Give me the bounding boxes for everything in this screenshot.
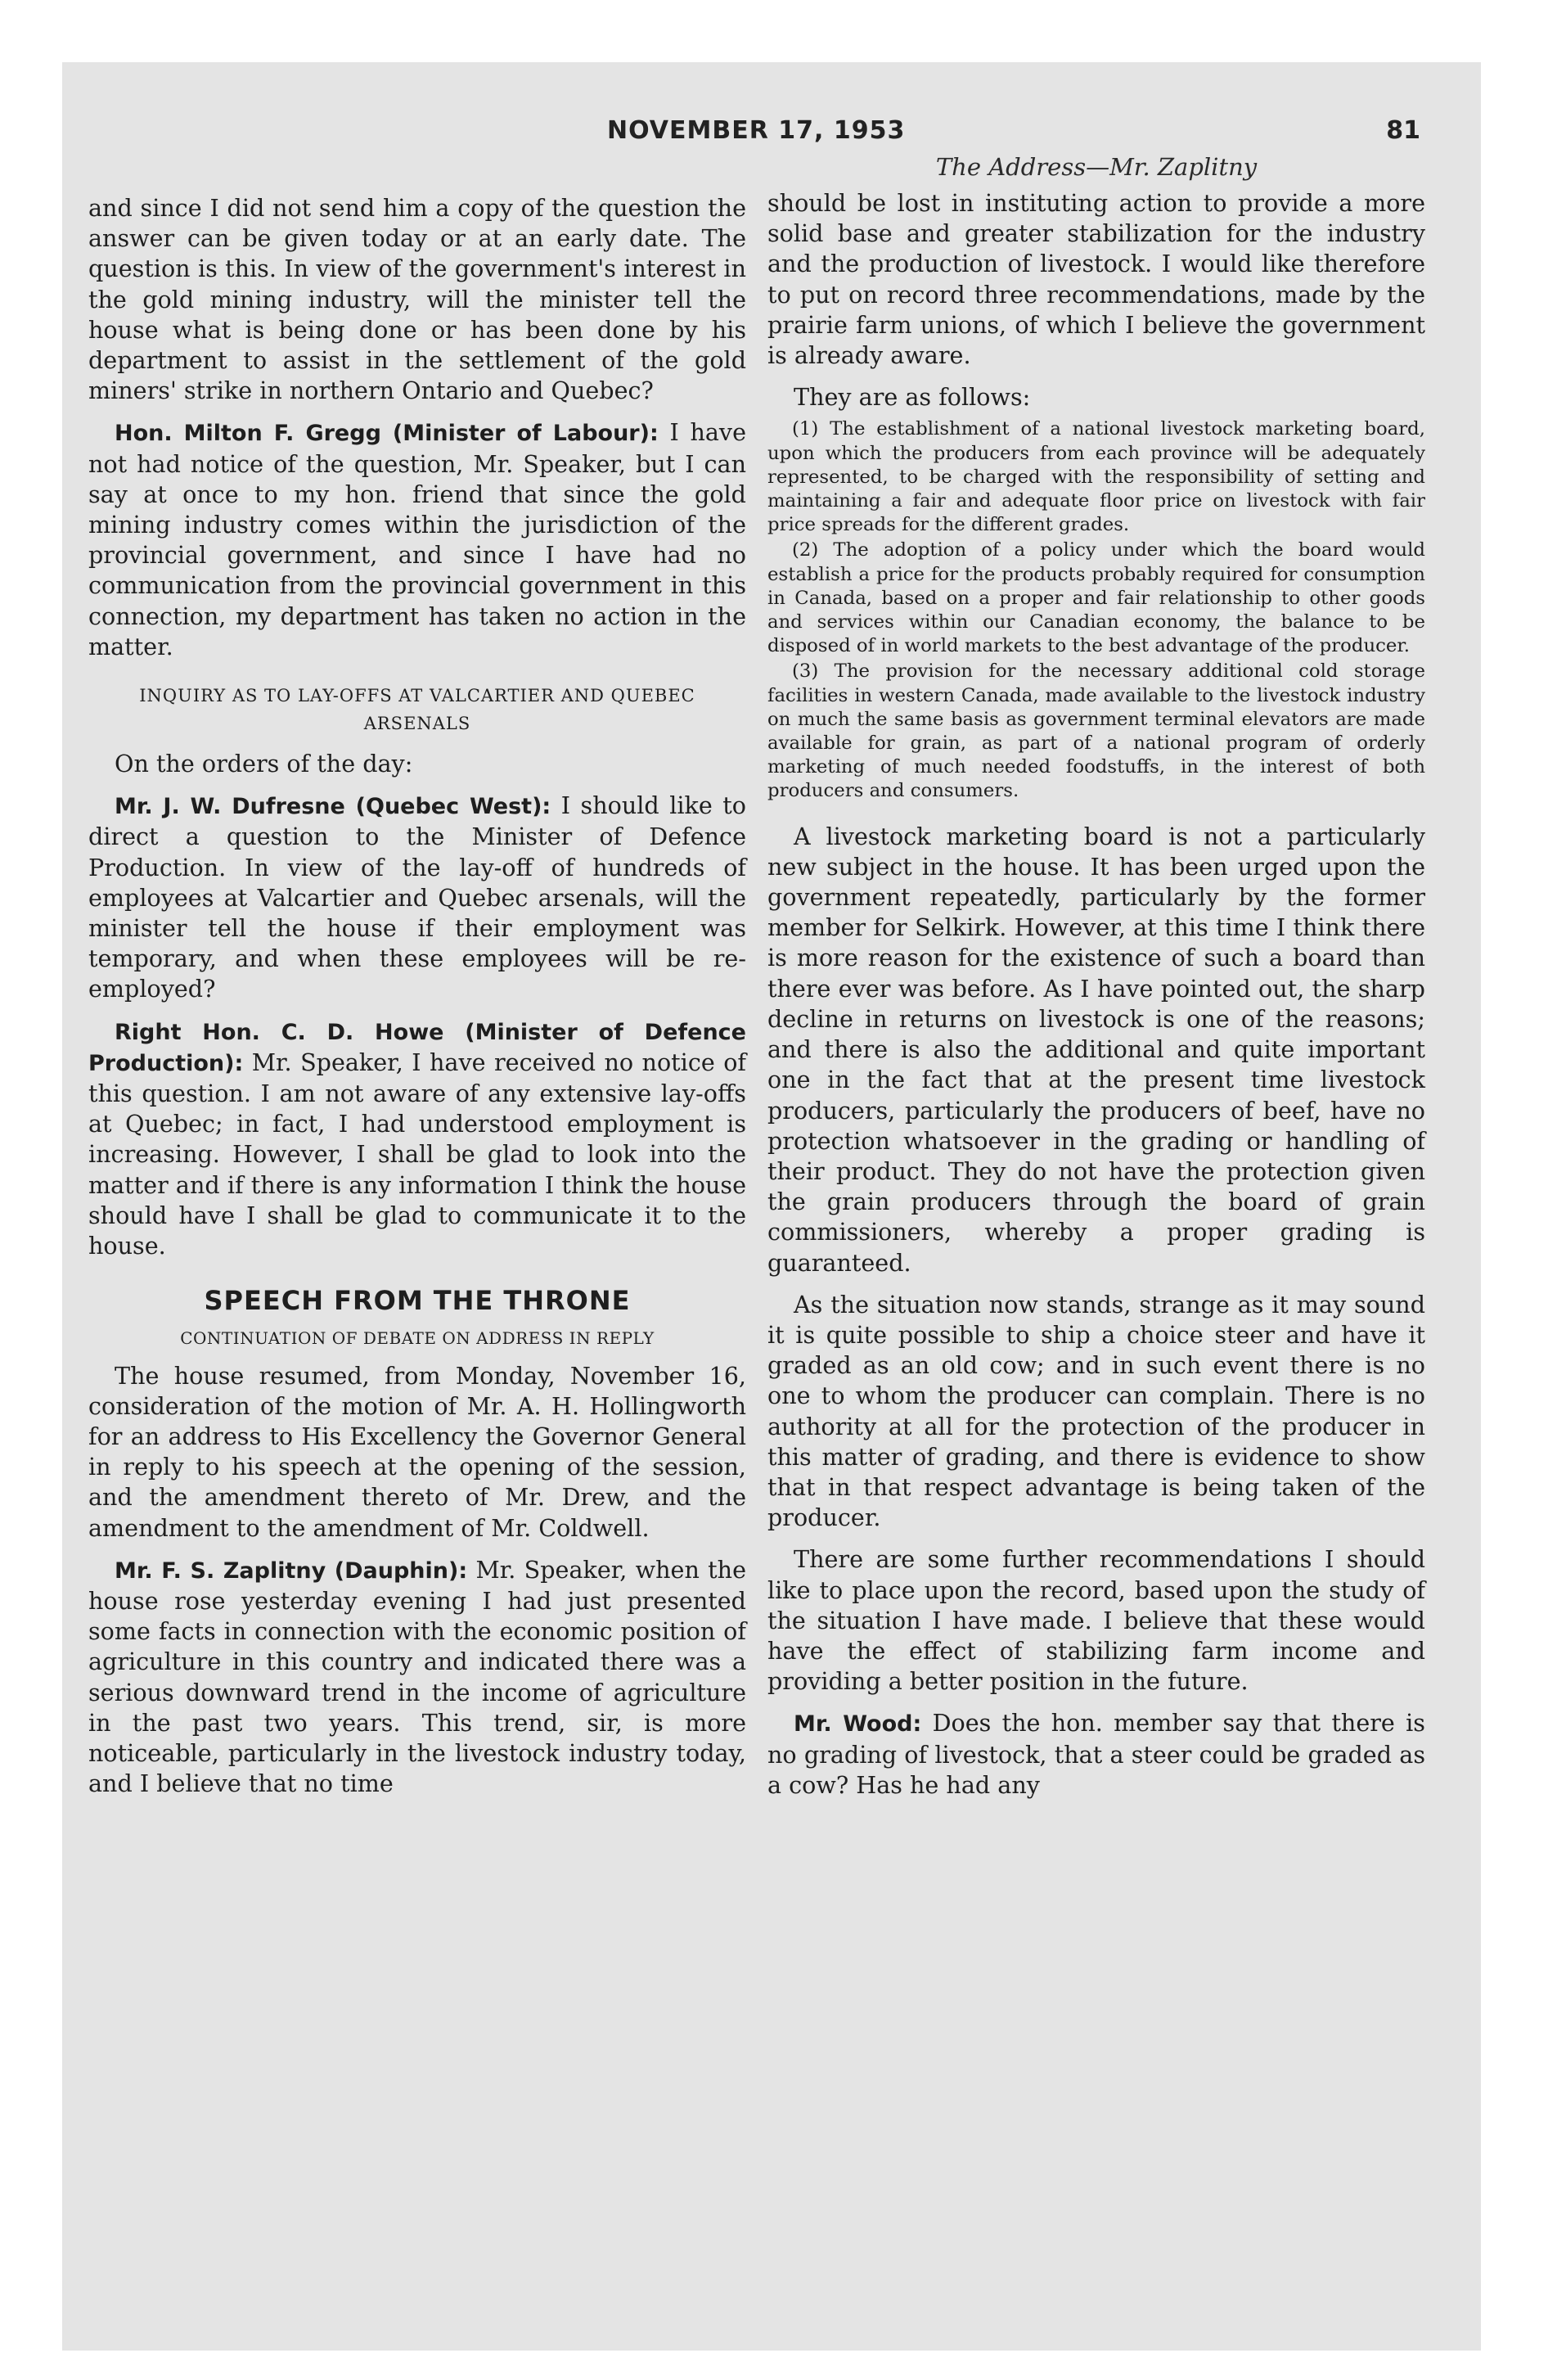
running-head: The Address—Mr. Zaplitny	[935, 153, 1258, 181]
paragraph-question-end: and since I did not send him a copy of the question the answer can be given today or at an early date. The question is this. In view of the government's interest in the gold mining industry, will the minister tell the house what is being done or has been done by his department to assist in the settlement of the gold miners' strike in northern Ontario and Quebec?	[88, 194, 746, 405]
recommendation-2: (2) The adoption of a policy under which the board would establish a price for the products probably required for consumption in Canada, based on a proper and fair relationship to other goods and services within our Canadian economy, the balance to be disposed of in world markets to the best advantage of the producer.	[767, 539, 1425, 657]
section-heading-speech: SPEECH FROM THE THRONE	[204, 1285, 631, 1317]
speaker-wood: Mr. Wood:	[794, 1711, 922, 1738]
speaker-dufresne: Mr. J. W. Dufresne (Quebec West):	[115, 794, 551, 820]
recommendation-3: (3) The provision for the necessary additional cold storage facilities in western Canada, made available to the livestock industry on much the same basis as government terminal elevators are made available for grain, as part of a national program of orderly marketing of much needed foodstuffs, in the interest of both producers and consumers.	[767, 660, 1425, 802]
section-heading-inquiry: INQUIRY AS TO LAY-OFFS AT VALCARTIER AND QUEBEC ARSENALS	[139, 686, 695, 734]
paragraph-recommendations-intro: should be lost in instituting action to provide a more solid base and greater stabilization for the industry and the production of livestock. I would like therefore to put on record three recommendations, made by the prairie farm unions, of which I believe the government is already aware.	[767, 189, 1425, 370]
text-dufresne: I should like to direct a question to the Minister of Defence Production. In view of the lay-off of hundreds of employees at Valcartier and Quebec arsenals, will the minister tell the house if their employment was temporary, and when these employees will be re-employed?	[88, 791, 746, 1003]
paragraph-wood	[767, 1708, 1425, 1801]
page-number: 81	[1386, 116, 1420, 145]
header-date: NOVEMBER 17, 1953	[607, 116, 906, 145]
paragraph-further-recommendations: There are some further recommendations I should like to place upon the record, based upon the study of the situation I have made. I believe that these would have the effect of stabilizing farm income and providing a better position in the future.	[767, 1545, 1425, 1696]
paragraph-situation: As the situation now stands, strange as it may sound it is quite possible to ship a choice steer and have it graded as an old cow; and in such event there is no one to whom the producer can complain. There is no authority at all for the protection of the producer in this matter of grading, and there is evidence to show that in that respect advantage is being taken of the producer.	[767, 1290, 1425, 1532]
page-sheet	[62, 62, 1481, 2351]
paragraph-dufresne	[88, 791, 746, 1004]
left-column	[88, 193, 746, 1810]
paragraph-howe	[88, 1016, 746, 1262]
subheading-continuation: CONTINUATION OF DEBATE ON ADDRESS IN REPLY	[180, 1327, 655, 1348]
text-zaplitny: Mr. Speaker, when the house rose yesterday evening I had just presented some facts in connection with the economic position of agriculture in this country and indicated there was a serious downward trend in the income of agriculture in the past two years. This trend, sir, is more noticeable, particularly in the livestock industry today, and I believe that no time	[88, 1555, 746, 1798]
text-wood: Does the hon. member say that there is no grading of livestock, that a steer could be graded as a cow? Has he had any	[767, 1709, 1425, 1799]
paragraph-follows: They are as follows:	[794, 383, 1031, 412]
paragraph-resumed: The house resumed, from Monday, November 16, consideration of the motion of Mr. A. H. Hollingworth for an address to His Excellency the Governor General in reply to his speech at the opening of the session, and the amendment thereto of Mr. Drew, and the amendment to the amendment of Mr. Coldwell.	[88, 1361, 746, 1542]
recommendations-list	[767, 417, 1425, 803]
paragraph-marketing-board: A livestock marketing board is not a particularly new subject in the house. It has been urged upon the government repeatedly, particularly by the former member for Selkirk. However, at this time I think there is more reason for the existence of such a board than there ever was before. As I have pointed out, the sharp decline in returns on livestock is one of the reasons; and there is also the additional and quite important one in the fact that at the present time livestock producers, particularly the producers of beef, have no protection whatsoever in the grading or handling of their product. They do not have the protection given the grain producers through the board of grain commissioners, whereby a proper grading is guaranteed.	[767, 822, 1425, 1277]
recommendation-1: (1) The establishment of a national livestock marketing board, upon which the producers from each province will be adequately represented, to be charged with the responsibility of setting and maintaining a fair and adequate floor price on livestock with fair price spreads for the different grades.	[767, 418, 1425, 536]
speaker-howe: Right Hon. C. D. Howe (Minister of Defence Production):	[88, 1019, 746, 1076]
text-gregg: I have not had notice of the question, Mr. Speaker, but I can say at once to my hon. friend that since the gold mining industry comes within the jurisdiction of the provincial government, and since I have had no communication from the provincial government in this connection, my department has taken no action in the matter.	[88, 418, 746, 660]
paragraph-gregg	[88, 417, 746, 662]
speaker-zaplitny: Mr. F. S. Zaplitny (Dauphin):	[115, 1557, 468, 1584]
speaker-gregg: Hon. Milton F. Gregg (Minister of Labour):	[115, 421, 659, 447]
right-column	[767, 151, 1425, 1812]
paragraph-orders: On the orders of the day:	[115, 750, 413, 778]
paragraph-zaplitny	[88, 1555, 746, 1800]
text-howe: Mr. Speaker, I have received no notice of this question. I am not aware of any extensive lay-offs at Quebec; in fact, I had understood employment is increasing. However, I shall be glad to look into the matter and if there is any information I think the house should have I shall be glad to communicate it to the house.	[88, 1048, 746, 1260]
